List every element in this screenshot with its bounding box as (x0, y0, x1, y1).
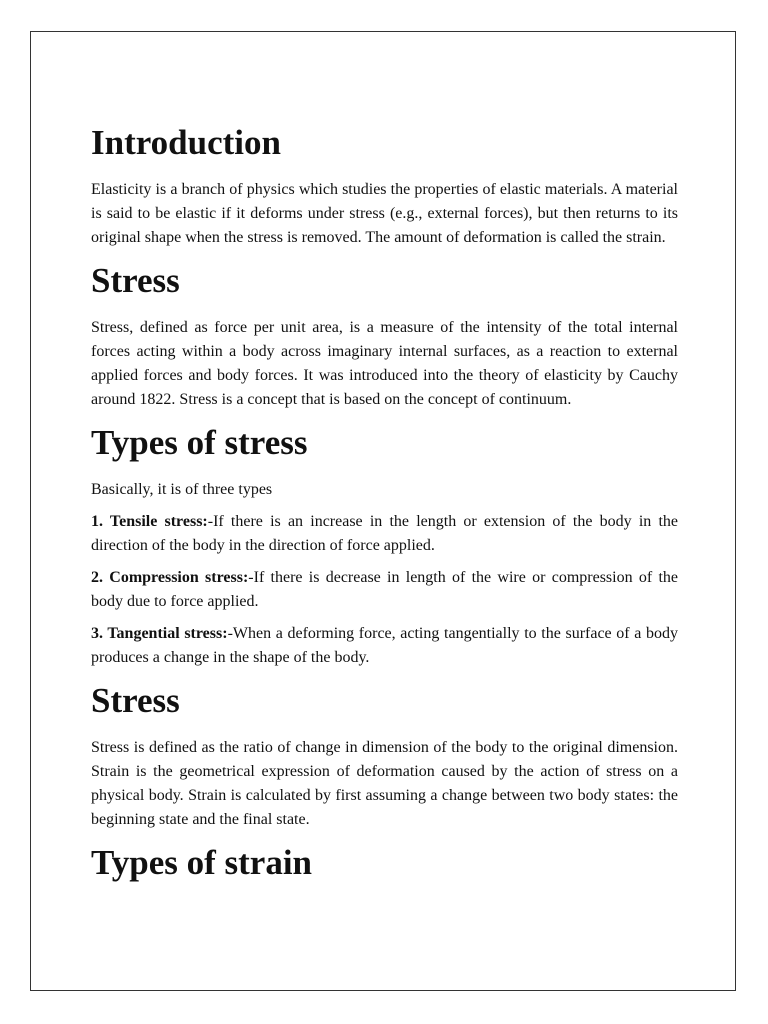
document-page (30, 31, 736, 991)
text-tangential: -When a deforming force, acting tangentially to the surface of a body produces a change in the shape of the body. (91, 625, 679, 666)
list-item-compression (91, 566, 678, 614)
paragraph-stress: Stress, defined as force per unit area, is a measure of the intensity of the total internal forces acting within a body across imaginary internal surfaces, as a reaction to external applied forces and body forces. It was introduced into the theory of elasticity by Cauchy around 1822. Stress is a concept that is based on the concept of continuum. (91, 319, 678, 408)
paragraph-stress-2: Stress is defined as the ratio of change in dimension of the body to the original dimension. Strain is the geometrical expression of deformation caused by the action of stress on a physical body. Strain is calculated by first assuming a change between two body states: the beginning state and the final state. (91, 739, 678, 828)
term-tangential: 3. Tangential stress: (91, 625, 228, 642)
term-compression: 2. Compression stress: (91, 569, 249, 586)
text-tensile: -If there is an increase in the length or extension of the body in the direction of the body in the direction of force applied. (91, 513, 679, 554)
paragraph-types-intro: Basically, it is of three types (91, 481, 273, 498)
heading-types-of-strain: Types of strain (91, 843, 313, 882)
heading-stress-2: Stress (91, 681, 180, 720)
list-item-tangential (91, 622, 678, 670)
term-tensile: 1. Tensile stress: (91, 513, 208, 530)
list-item-tensile (91, 510, 678, 558)
document-content (91, 122, 678, 898)
heading-stress: Stress (91, 261, 180, 300)
heading-introduction: Introduction (91, 123, 281, 162)
paragraph-introduction: Elasticity is a branch of physics which studies the properties of elastic materials. A material is said to be elastic if it deforms under stress (e.g., external forces), but then returns to its original shape when the stress is removed. The amount of deformation is called the strain. (91, 181, 678, 246)
text-compression: -If there is decrease in length of the wire or compression of the body due to force applied. (91, 569, 678, 610)
heading-types-of-stress: Types of stress (91, 423, 308, 462)
